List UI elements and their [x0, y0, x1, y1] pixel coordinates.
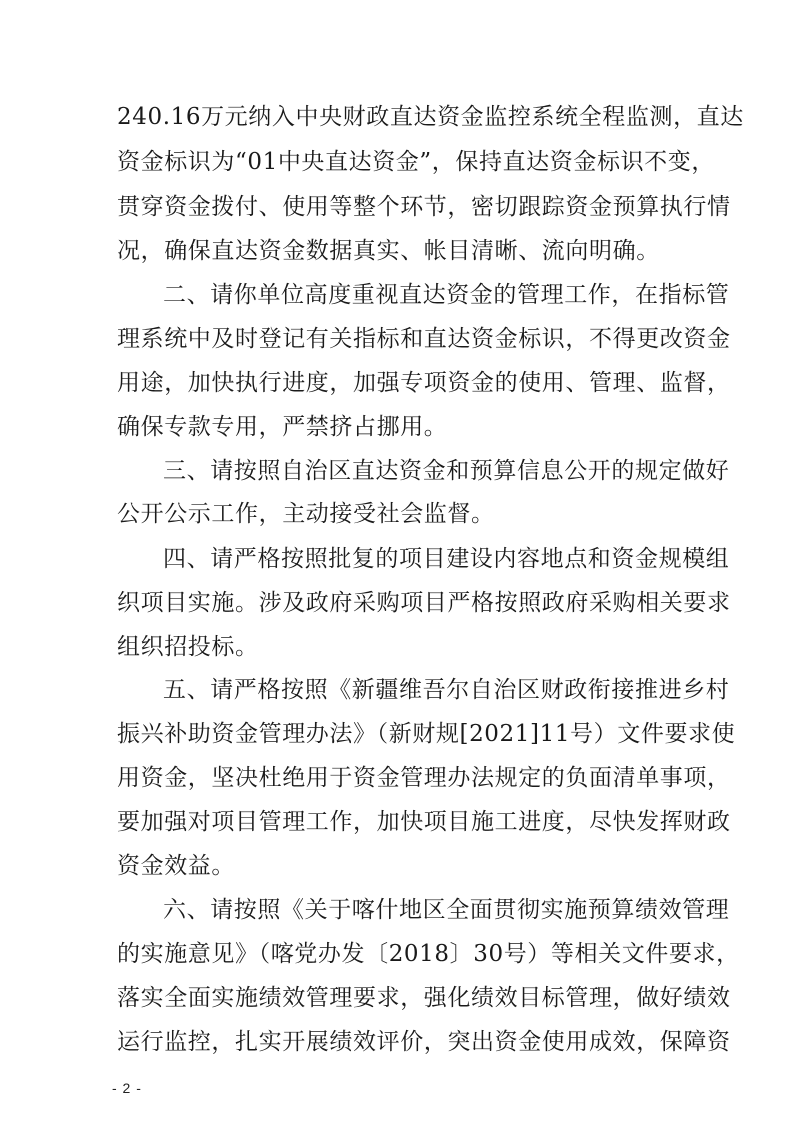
- paragraph-four-start: 四、请严格按照批复的项目建设内容地点和资金规模组: [163, 546, 730, 572]
- body-line: 理系统中及时登记有关指标和直达资金标识，不得更改资金: [117, 326, 731, 352]
- body-line: 落实全面实施绩效管理要求，强化绩效目标管理，做好绩效: [117, 985, 731, 1011]
- body-line: 确保专款专用，严禁挤占挪用。: [117, 414, 448, 440]
- body-line: 运行监控，扎实开展绩效评价，突出资金使用成效，保障资: [117, 1029, 731, 1055]
- body-line: 组织招投标。: [117, 634, 259, 660]
- paragraph-six-start: 六、请按照《关于喀什地区全面贯彻实施预算绩效管理: [163, 897, 730, 923]
- body-line: 况，确保直达资金数据真实、帐目清晰、流向明确。: [117, 238, 660, 264]
- body-line: 振兴补助资金管理办法》（新财规[2021]11号）文件要求使: [117, 721, 736, 747]
- page-number: - 2 -: [112, 1080, 142, 1096]
- paragraph-three-start: 三、请按照自治区直达资金和预算信息公开的规定做好: [163, 458, 730, 484]
- body-line: 240.16万元纳入中央财政直达资金监控系统全程监测，直达: [117, 104, 744, 130]
- body-line: 用途，加快执行进度，加强专项资金的使用、管理、监督，: [117, 370, 731, 396]
- body-line: 贯穿资金拨付、使用等整个环节，密切跟踪资金预算执行情: [117, 194, 731, 220]
- body-line: 资金效益。: [117, 853, 235, 879]
- body-line: 用资金，坚决杜绝用于资金管理办法规定的负面清单事项，: [117, 765, 731, 791]
- body-line: 公开公示工作，主动接受社会监督。: [117, 501, 495, 527]
- body-line: 资金标识为“01中央直达资金”，保持直达资金标识不变，: [117, 149, 715, 175]
- body-line: 的实施意见》（喀党办发〔2018〕30号）等相关文件要求，: [117, 941, 740, 967]
- paragraph-two-start: 二、请你单位高度重视直达资金的管理工作，在指标管: [163, 282, 730, 308]
- body-line: 要加强对项目管理工作，加快项目施工进度，尽快发挥财政: [117, 809, 731, 835]
- body-line: 织项目实施。涉及政府采购项目严格按照政府采购相关要求: [117, 590, 731, 616]
- paragraph-five-start: 五、请严格按照《新疆维吾尔自治区财政衔接推进乡村: [163, 677, 730, 703]
